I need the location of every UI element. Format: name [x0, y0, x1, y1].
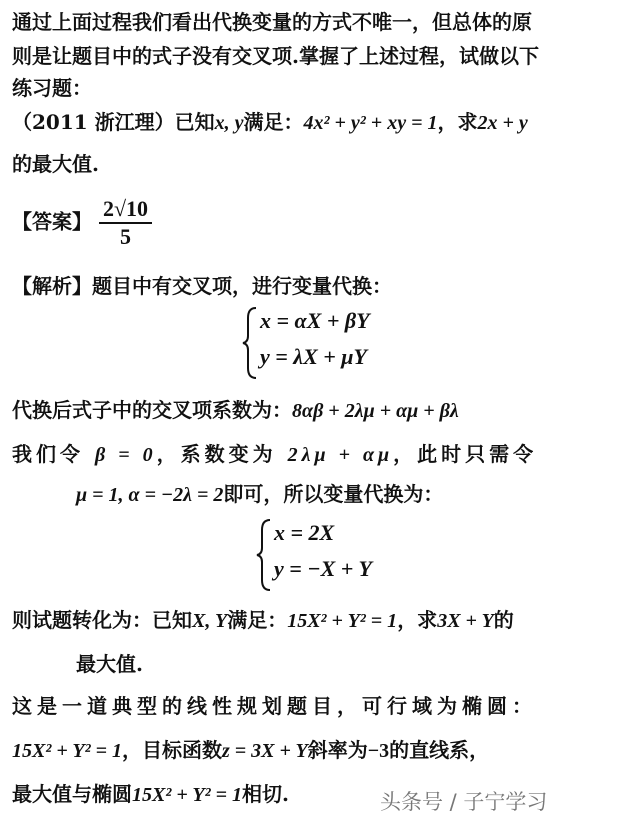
intro-line-3: 练习题：	[12, 76, 92, 100]
problem-line-1	[12, 106, 528, 135]
only-text: ，此时只需令	[393, 442, 538, 466]
problem-line-2: 的最大值.	[12, 152, 99, 176]
lp-lines-text: 的直线系，	[389, 738, 490, 762]
problem-ask: ，求	[437, 110, 478, 134]
final-line	[12, 778, 289, 807]
intro-line-2: 则是让题目中的式子没有交叉项.掌握了上述过程，试做以下	[12, 44, 539, 68]
let-line	[12, 438, 537, 467]
convert-line	[12, 604, 514, 633]
condition-expr: μ = 1, α = −2λ = 2	[76, 484, 224, 506]
final-tangent: 相切.	[241, 782, 289, 806]
answer-row	[12, 196, 152, 250]
intro-line-1: 通过上面过程我们看出代换变量的方式不唯一，但总体的原	[12, 10, 532, 34]
convert-text: 则试题转化为：已知	[12, 608, 192, 632]
final-equation: 15X² + Y² = 1	[132, 784, 242, 806]
cross-term-expr: 8αβ + 2λμ + αμ + βλ	[292, 400, 459, 422]
convert-satisfy: 满足：	[227, 608, 288, 632]
cross-term-text: 代换后式子中的交叉项系数为：	[12, 398, 292, 422]
cross-term-line	[12, 394, 459, 423]
let-expr: β = 0	[94, 444, 157, 466]
substitution-system-1	[242, 306, 432, 380]
problem-source: （2011 浙江理）已知	[12, 110, 215, 134]
problem-vars: x, y	[214, 112, 244, 134]
convert-de: 的	[493, 608, 514, 632]
objective-line	[12, 734, 489, 763]
brace-icon	[242, 306, 258, 380]
lp-equation: 15X² + Y² = 1	[12, 740, 122, 762]
substitution-2-row-2: y = −X + Y	[274, 556, 372, 581]
final-text: 最大值与椭圆	[12, 782, 132, 806]
lp-slope-text: 斜率为	[307, 738, 368, 762]
let-text: 我们令	[12, 442, 84, 466]
lp-objective-text: ，目标函数	[121, 738, 222, 762]
problem-satisfy: 满足：	[243, 110, 304, 134]
answer-label: 【答案】	[12, 209, 92, 234]
substitution-1-row-1: x = αX + βY	[260, 308, 370, 333]
lp-objective: z = 3X + Y	[221, 740, 308, 762]
convert-target: 3X + Y	[437, 610, 494, 632]
substitution-2-row-1: x = 2X	[274, 520, 335, 545]
problem-target: 2x + y	[477, 112, 528, 134]
analysis-header	[12, 270, 392, 299]
condition-line	[76, 478, 443, 507]
analysis-label: 【解析】	[12, 274, 92, 298]
brace-icon	[256, 518, 272, 592]
condition-text: 即可，所以变量代换为：	[223, 482, 444, 506]
lp-slope: −3	[367, 740, 390, 762]
coef-expr: 2λμ + αμ	[287, 444, 394, 466]
lp-line: 这是一道典型的线性规划题目，可行域为椭圆：	[12, 694, 537, 718]
problem-equation: 4x² + y² + xy = 1	[303, 112, 438, 134]
answer-numerator: 2√10	[99, 196, 152, 224]
substitution-system-2	[256, 518, 406, 592]
convert-ask: ，求	[397, 608, 438, 632]
convert-equation: 15X² + Y² = 1	[287, 610, 398, 632]
answer-fraction	[99, 196, 152, 250]
analysis-intro-text: 题目中有交叉项，进行变量代换：	[92, 274, 392, 298]
max-line: 最大值.	[76, 652, 143, 676]
convert-vars: X, Y	[192, 610, 228, 632]
coef-text: ，系数变为	[156, 442, 277, 466]
substitution-1-row-2: y = λX + μY	[260, 344, 367, 369]
answer-denominator: 5	[120, 224, 131, 249]
watermark: 头条号 / 子宁学习	[380, 790, 548, 814]
